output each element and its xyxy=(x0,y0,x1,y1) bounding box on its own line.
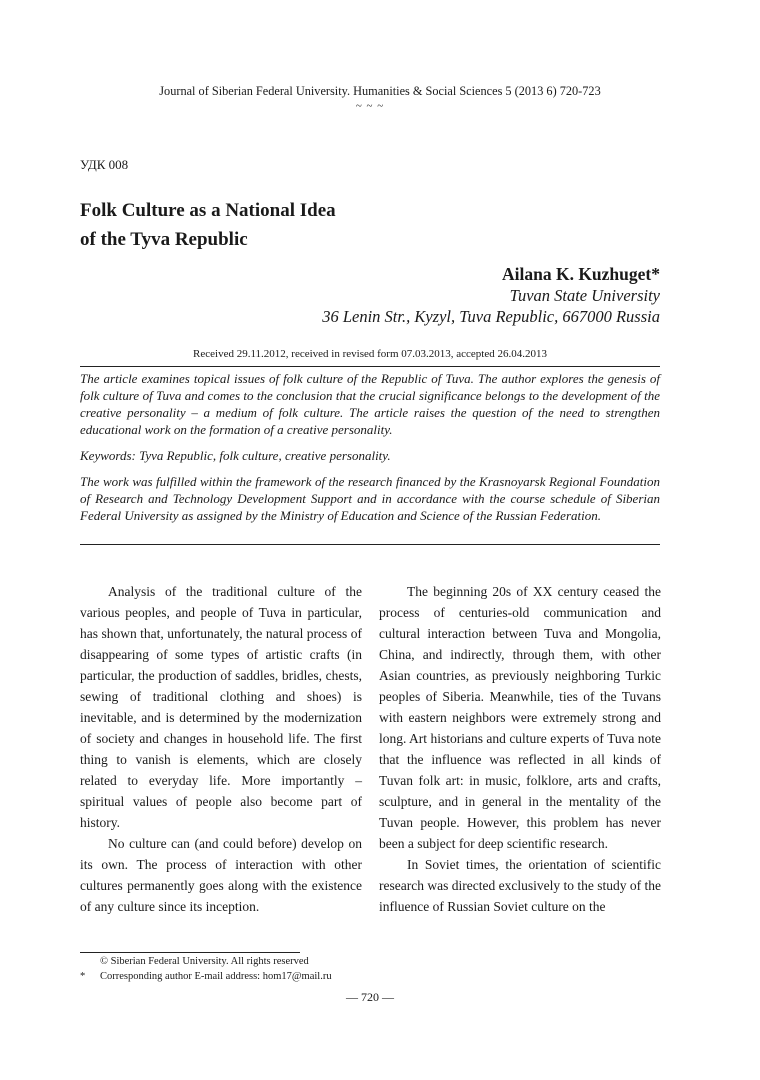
paragraph: In Soviet times, the orientation of scientific research was directed exclusively to the study of the influence of Russian Soviet culture on the xyxy=(379,857,661,914)
footnotes xyxy=(80,954,332,984)
abstract-top-rule xyxy=(80,366,660,367)
paragraph: The beginning 20s of XX century ceased the process of centuries-old communication and cultural interaction between Tuva and Mongolia, China, and indirectly, through them, with other Asian countries, as previously neighboring Turkic peoples of Siberia. Meanwhile, ties of the Tuvans with eastern neighbors were extremely strong and long. Art historians and culture experts of Tuva note that the influence was reflected in all kinds of Tuvan folk art: in music, folklore, arts and crafts, sculpture, and in general in the mentality of the Tuvan people. However, this problem has never been a subject for deep scientific research. xyxy=(379,584,661,851)
author-affiliation: Tuvan State University xyxy=(509,286,660,305)
header-divider: ~ ~ ~ xyxy=(355,100,385,112)
footnote-copyright xyxy=(80,954,332,969)
title-line-1: Folk Culture as a National Idea xyxy=(80,200,336,221)
abstract-block xyxy=(80,370,660,533)
footnote-rule xyxy=(80,952,300,953)
funding-note: The work was fulfilled within the framework of the research financed by the Krasnoyarsk Regional Foundation of Research and Technology Development Support and in accordance with the course schedule of Siberian Federal University as assigned by the Ministry of Education and Science of the Russian Federation. xyxy=(80,474,660,523)
abstract-bottom-rule xyxy=(80,544,660,545)
page-number: — 720 — xyxy=(346,990,394,1004)
footnote-mark: * xyxy=(80,971,86,982)
title-line-2: of the Tyva Republic xyxy=(80,229,248,250)
corresponding-author-text: Corresponding author E-mail address: hom17@mail.ru xyxy=(100,971,332,982)
body-column-right xyxy=(379,581,661,917)
paragraph: Analysis of the traditional culture of the various peoples, and people of Tuva in particular, has shown that, unfortunately, the natural process of disappearing of some types of artistic crafts (in particular, the production of saddles, bridles, chests, sewing of traditional clothing and shoes) is inevitable, and is determined by the modernization of society and changes in household life. The first thing to vanish is elements, which are closely related to everyday life. More importantly – spiritual values of people also become part of history. xyxy=(80,584,362,830)
journal-header: Journal of Siberian Federal University. Humanities & Social Sciences 5 (2013 6) 720-723 xyxy=(159,84,601,98)
footnote-mark xyxy=(80,954,100,969)
article-title xyxy=(80,196,336,254)
author-name: Ailana K. Kuzhuget* xyxy=(501,264,660,284)
author-block xyxy=(250,264,660,327)
udk-code: УДК 008 xyxy=(80,157,129,172)
abstract-text: The article examines topical issues of folk culture of the Republic of Tuva. The author explores the genesis of folk culture of Tuva and comes to the conclusion that the crucial significance belongs to the development of the creative personality – a medium of folk culture. The article raises the question of the need to strengthen educational work on the formation of a creative personality. xyxy=(80,371,660,437)
received-dates: Received 29.11.2012, received in revised form 07.03.2013, accepted 26.04.2013 xyxy=(193,348,547,360)
author-address: 36 Lenin Str., Kyzyl, Tuva Republic, 667000 Russia xyxy=(322,307,660,326)
paragraph: No culture can (and could before) develop on its own. The process of interaction with other cultures permanently goes along with the existence of any culture since its inception. xyxy=(80,836,362,914)
body-column-left xyxy=(80,581,362,917)
keywords: Keywords: Tyva Republic, folk culture, creative personality. xyxy=(80,448,391,463)
copyright-text: © Siberian Federal University. All rights reserved xyxy=(100,956,309,967)
footnote-corresponding xyxy=(80,969,332,984)
